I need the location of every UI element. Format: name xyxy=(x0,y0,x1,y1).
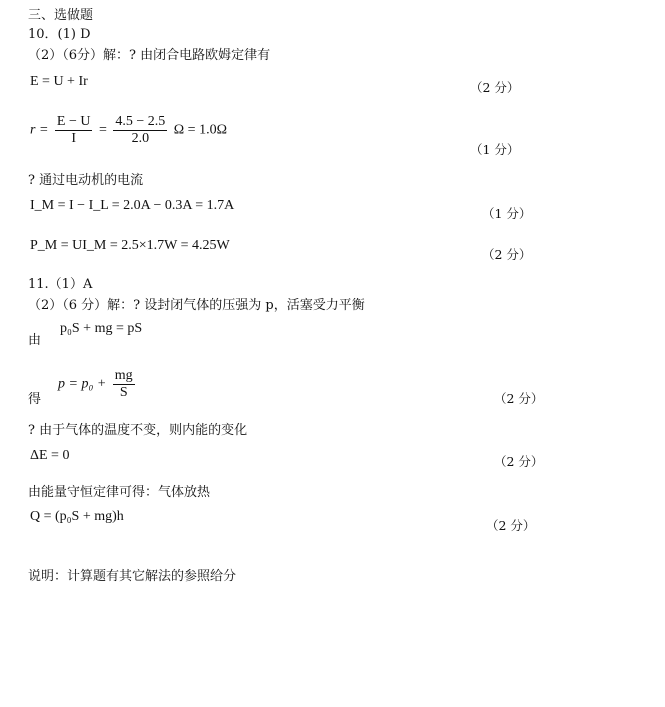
score-eq4: （2 分） xyxy=(482,247,532,262)
fraction-1-num: E − U xyxy=(56,114,91,129)
q11-part1: 11.（1）A xyxy=(28,277,93,292)
q10-part1: 10．(1) D xyxy=(28,27,91,42)
q10-part2-intro: （2）（6分）解：? 由闭合电路欧姆定律有 xyxy=(28,48,271,63)
fraction-2 xyxy=(113,114,167,147)
de-label: 得 xyxy=(28,392,42,407)
temperature-text: ? 由于气体的温度不变，则内能的变化 xyxy=(28,423,248,438)
score-eq6: （2 分） xyxy=(494,391,544,406)
fraction-3-den: S xyxy=(119,385,128,400)
equation-internal-resistance xyxy=(30,114,227,147)
motor-current-text: ? 通过电动机的电流 xyxy=(28,173,144,188)
equation-pressure xyxy=(58,368,138,401)
score-eq2: （1 分） xyxy=(470,142,520,157)
eq2-equals: = xyxy=(98,122,107,138)
eq2-rhs: Ω = 1.0Ω xyxy=(173,122,227,138)
equation-heat: Q = (p₀S + mg)h xyxy=(30,509,124,524)
score-eq7: （2 分） xyxy=(494,454,544,469)
score-eq1: （2 分） xyxy=(470,80,520,95)
eq2-lhs: r = xyxy=(30,122,49,138)
score-eq8: （2 分） xyxy=(486,518,536,533)
q11-part2-intro: （2）（6 分）解：? 设封闭气体的压强为 p，活塞受力平衡 xyxy=(28,298,365,313)
energy-conservation-text: 由能量守恒定律可得：气体放热 xyxy=(28,485,211,500)
equation-internal-energy: ΔE = 0 xyxy=(30,448,70,463)
you-label: 由 xyxy=(28,333,42,348)
equation-emf: E = U + Ir xyxy=(30,74,88,89)
fraction-2-num: 4.5 − 2.5 xyxy=(115,114,166,129)
score-eq3: （1 分） xyxy=(482,206,532,221)
note-text: 说明：计算题有其它解法的参照给分 xyxy=(28,569,237,584)
fraction-1-den: I xyxy=(71,131,77,146)
section-title: 三、选做题 xyxy=(28,8,94,23)
fraction-3 xyxy=(113,368,135,401)
fraction-2-den: 2.0 xyxy=(131,131,150,146)
fraction-3-num: mg xyxy=(114,368,133,383)
equation-motor-power: P_M = UI_M = 2.5×1.7W = 4.25W xyxy=(30,238,230,253)
eq6-lhs: p = p₀ + xyxy=(58,376,107,392)
equation-force-balance: p₀S + mg = pS xyxy=(60,321,143,336)
fraction-1 xyxy=(55,114,93,147)
equation-motor-current: I_M = I − I_L = 2.0A − 0.3A = 1.7A xyxy=(30,198,235,213)
